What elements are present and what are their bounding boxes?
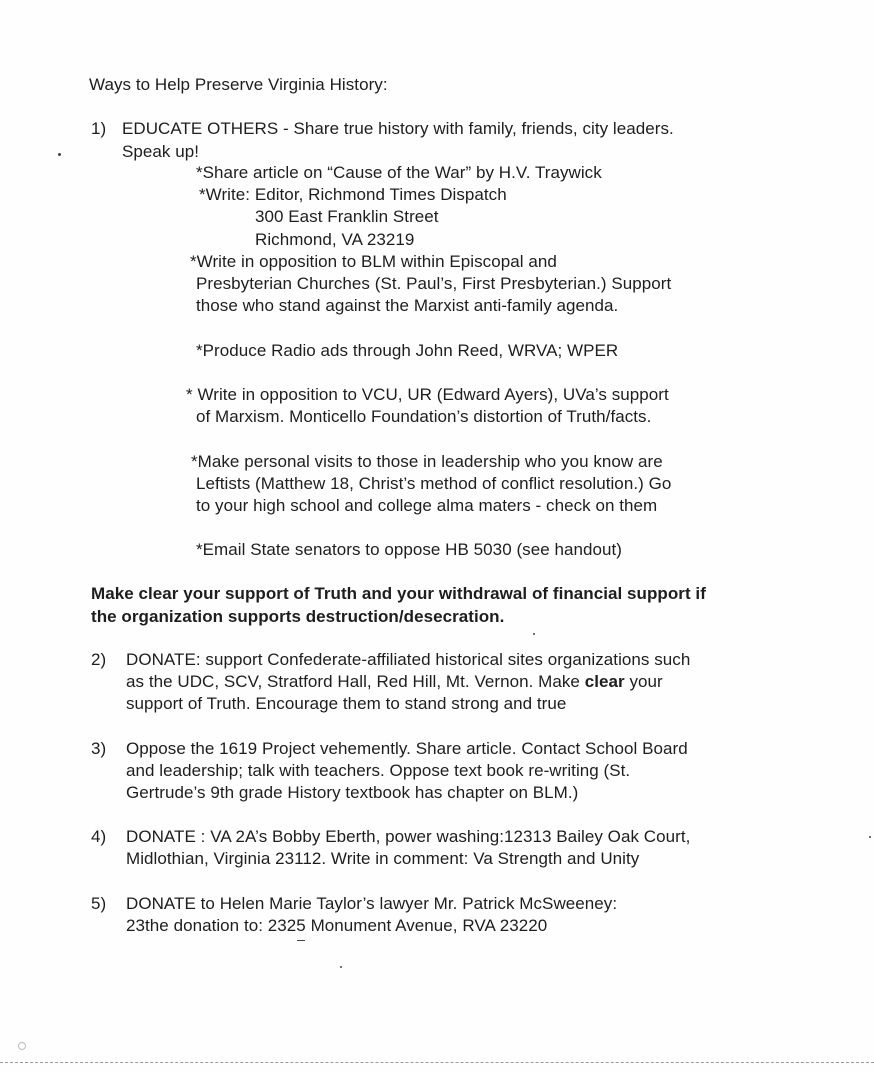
item-1-line-1: EDUCATE OTHERS - Share true history with family, friends, city leaders.	[122, 119, 674, 138]
item-5-line-2: 23the donation to: 2325 Monument Avenue, RVA 23220	[126, 916, 548, 935]
item-4-line-1: DONATE : VA 2A’s Bobby Eberth, power washing:12313 Bailey Oak Court,	[126, 827, 691, 846]
item-1-editor-address-1: 300 East Franklin Street	[255, 207, 439, 226]
item-1-blm-line-1: *Write in opposition to BLM within Episcopal and	[190, 252, 557, 271]
item-1-email-senators: *Email State senators to oppose HB 5030 (see handout)	[196, 540, 623, 559]
callout-line-1: Make clear your support of Truth and your withdrawal of financial support if	[91, 584, 706, 603]
item-3-line-3: Gertrude’s 9th grade History textbook has chapter on BLM.)	[126, 783, 579, 802]
item-2-emphasis-clear: clear	[584, 672, 625, 691]
item-1-line-2: Speak up!	[122, 142, 200, 161]
scan-speck	[18, 1042, 26, 1050]
item-1-radio-ads: *Produce Radio ads through John Reed, WRVA; WPER	[196, 341, 619, 360]
item-4-line-2: Midlothian, Virginia 23112. Write in comment: Va Strength and Unity	[126, 849, 640, 868]
item-2-line-3: support of Truth. Encourage them to stand strong and true	[126, 694, 567, 713]
scan-speck	[58, 153, 61, 156]
item-1-blm-line-3: those who stand against the Marxist anti-family agenda.	[196, 296, 619, 315]
document-heading: Ways to Help Preserve Virginia History:	[89, 75, 388, 94]
item-1-share-article: *Share article on “Cause of the War” by H.V. Traywick	[196, 163, 602, 182]
item-3-number: 3)	[91, 739, 107, 758]
item-1-visits-line-3: to your high school and college alma maters - check on them	[196, 496, 658, 515]
item-3-line-1: Oppose the 1619 Project vehemently. Share article. Contact School Board	[126, 739, 688, 758]
item-1-visits-line-1: *Make personal visits to those in leadership who you know are	[191, 452, 663, 471]
scan-speck	[297, 940, 305, 941]
item-1-write-editor: *Write: Editor, Richmond Times Dispatch	[199, 185, 507, 204]
scan-speck	[340, 966, 342, 968]
item-2-line-2-start: as the UDC, SCV, Stratford Hall, Red Hill, Mt. Vernon. Make	[126, 672, 585, 691]
item-5-line-1: DONATE to Helen Marie Taylor’s lawyer Mr. Patrick McSweeney:	[126, 894, 618, 913]
item-4-number: 4)	[91, 827, 107, 846]
item-2-line-2	[126, 671, 663, 693]
item-2-line-2-end: your	[624, 672, 663, 691]
item-3-line-2: and leadership; talk with teachers. Oppose text book re-writing (St.	[126, 761, 631, 780]
scan-speck	[533, 633, 535, 635]
scan-bottom-edge-line	[0, 1062, 874, 1063]
item-5-number: 5)	[91, 894, 107, 913]
item-1-editor-address-2: Richmond, VA 23219	[255, 230, 415, 249]
callout-line-2: the organization supports destruction/desecration.	[91, 607, 505, 626]
item-1-vcu-line-2: of Marxism. Monticello Foundation’s distortion of Truth/facts.	[196, 407, 652, 426]
item-2-number: 2)	[91, 650, 107, 669]
item-1-vcu-line-1: * Write in opposition to VCU, UR (Edward Ayers), UVa’s support	[186, 385, 669, 404]
item-1-visits-line-2: Leftists (Matthew 18, Christ’s method of conflict resolution.) Go	[196, 474, 672, 493]
item-2-line-1: DONATE: support Confederate-affiliated historical sites organizations such	[126, 650, 691, 669]
item-1-number: 1)	[91, 119, 107, 138]
scan-speck	[869, 836, 871, 838]
item-1-blm-line-2: Presbyterian Churches (St. Paul’s, First Presbyterian.) Support	[196, 274, 672, 293]
